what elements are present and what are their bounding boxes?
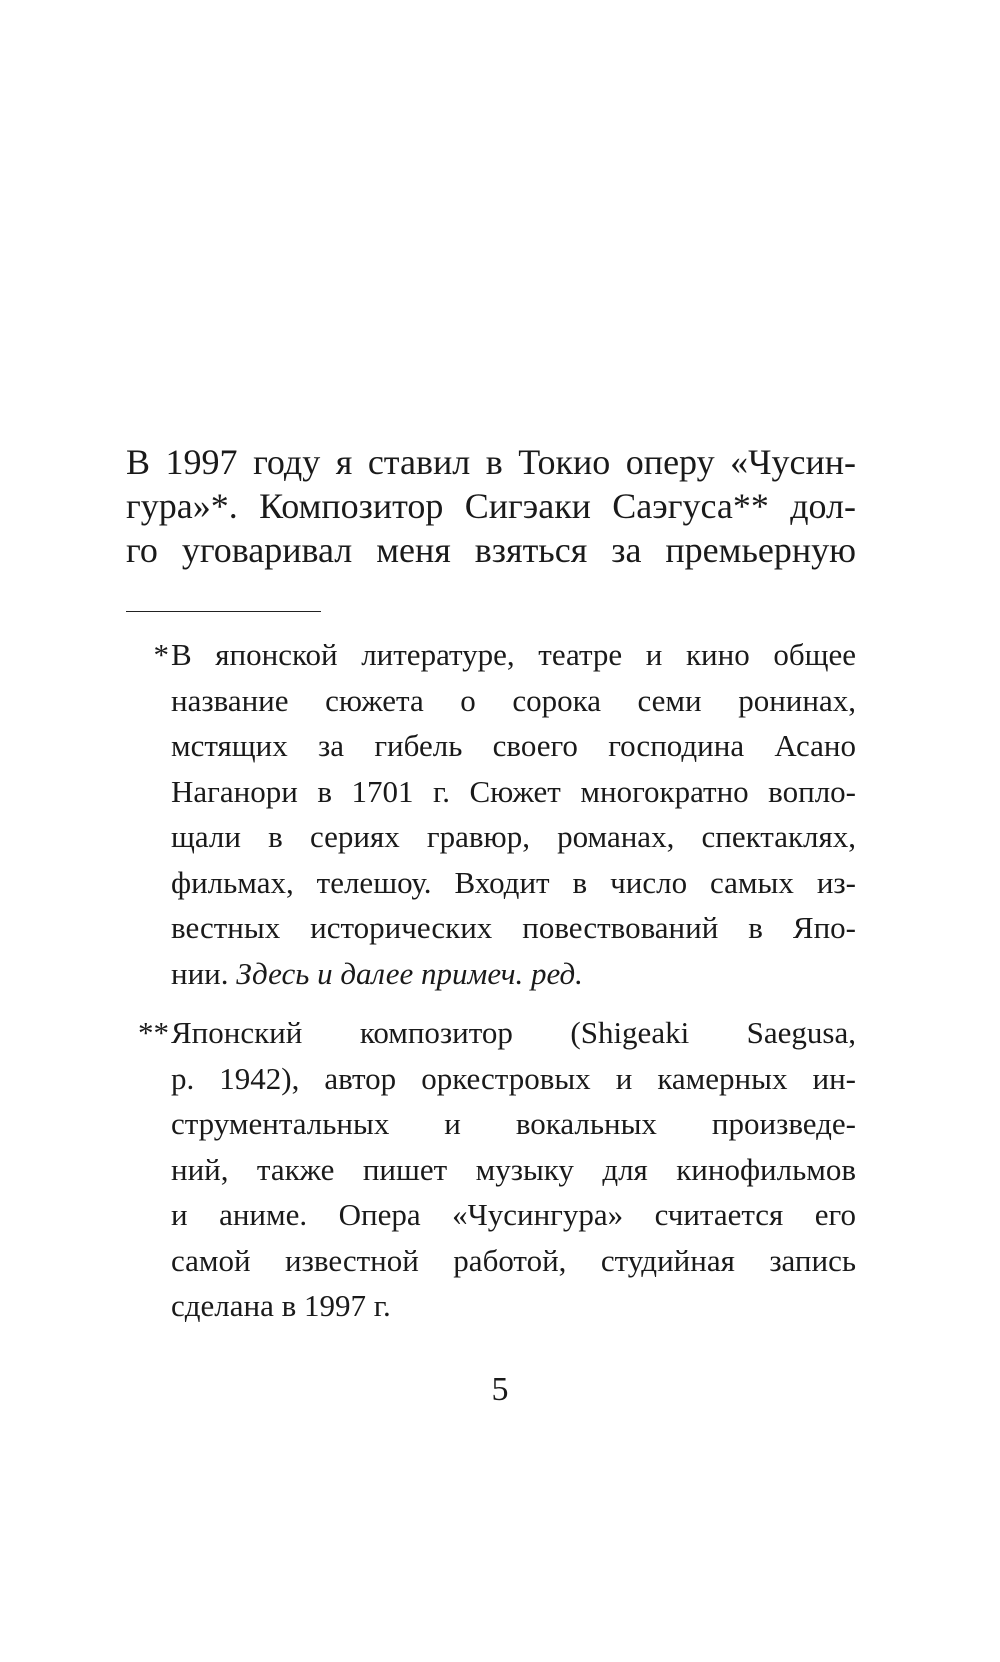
main-text bbox=[126, 440, 856, 572]
footnote-line: струментальных и вокальных произведе- bbox=[171, 1106, 856, 1141]
footnote-line: название сюжета о сорока семи ронинах, bbox=[171, 682, 856, 718]
footnote-last-line bbox=[171, 951, 856, 997]
page-number: 5 bbox=[491, 1371, 509, 1408]
main-text-line: го уговаривал меня взяться за премьерную bbox=[126, 530, 856, 570]
main-text-line: В 1997 году я ставил в Токио оперу «Чусин- bbox=[126, 442, 856, 482]
footnote-line: вестных исторических повествований в Япо- bbox=[171, 910, 856, 945]
main-text-line: гура»*. Композитор Сигэаки Саэгуса** дол- bbox=[126, 486, 856, 526]
footnote-2 bbox=[126, 1010, 856, 1329]
editor-note: Здесь и далее примеч. ред. bbox=[236, 955, 583, 991]
footnote-line: и аниме. Опера «Чусингура» считается его bbox=[171, 1197, 856, 1232]
footnote-line: ний, также пишет музыку для кинофильмов bbox=[171, 1151, 856, 1187]
footnote-line: фильмах, телешоу. Входит в число самых из- bbox=[171, 864, 856, 900]
footnotes bbox=[126, 632, 856, 1343]
footnote-line: Наганори в 1701 г. Сюжет многократно вопло- bbox=[171, 773, 856, 809]
footnote-line: самой известной работой, студийная запись bbox=[171, 1242, 856, 1278]
footnote-divider bbox=[126, 611, 321, 612]
footnote-marker: ** bbox=[138, 1015, 169, 1050]
footnote-line: В японской литературе, театре и кино общее bbox=[171, 637, 856, 672]
footnote-line: мстящих за гибель своего господина Асано bbox=[171, 728, 856, 763]
footnote-line: Японский композитор (Shigeaki Saegusa, bbox=[171, 1015, 856, 1050]
footnote-line-text: нии. bbox=[171, 955, 229, 991]
footnote-marker: * bbox=[153, 637, 169, 672]
footnote-1 bbox=[126, 632, 856, 996]
footnote-line: сделана в 1997 г. bbox=[171, 1288, 391, 1323]
footnote-line: р. 1942), автор оркестровых и камерных ин- bbox=[171, 1060, 856, 1096]
footnote-line: щали в сериях гравюр, романах, спектаклях, bbox=[171, 819, 856, 854]
